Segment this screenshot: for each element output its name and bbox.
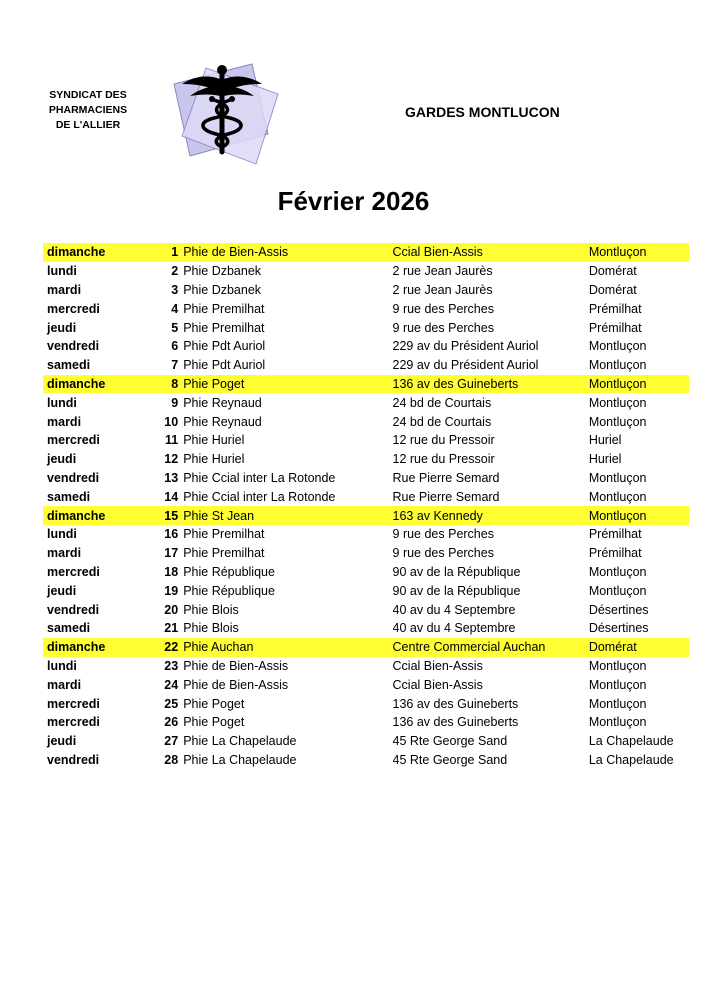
- city-cell: Montluçon: [588, 489, 647, 504]
- city-cell: Montluçon: [589, 375, 689, 394]
- schedule-body: [43, 243, 689, 769]
- day-cell: mardi: [47, 414, 82, 429]
- day-cell: vendredi: [47, 470, 100, 485]
- date-number-cell: 20: [164, 602, 179, 617]
- city-cell: Domérat: [588, 282, 637, 297]
- day-cell: lundi: [47, 395, 77, 410]
- address-cell: 136 av des Guineberts: [393, 375, 589, 394]
- table-row: [43, 356, 689, 375]
- day-cell: lundi: [47, 264, 77, 279]
- address-cell: 2 rue Jean Jaurès: [392, 282, 493, 297]
- table-row-sunday: [43, 506, 689, 525]
- table-row: [43, 299, 689, 318]
- address-cell: Rue Pierre Semard: [392, 470, 500, 485]
- city-cell: Montluçon: [588, 583, 647, 598]
- address-cell: 9 rue des Perches: [392, 527, 494, 542]
- day-cell: mercredi: [47, 715, 100, 730]
- address-cell: 136 av des Guineberts: [392, 715, 519, 730]
- table-row: [43, 412, 689, 431]
- city-cell: Désertines: [588, 621, 649, 636]
- day-cell: samedi: [47, 621, 91, 636]
- table-row-sunday: [43, 375, 689, 394]
- table-row: [43, 487, 689, 506]
- city-cell: Huriel: [588, 433, 622, 448]
- city-cell: Prémilhat: [588, 301, 642, 316]
- day-cell: mercredi: [47, 564, 100, 579]
- city-cell: Montluçon: [588, 339, 647, 354]
- pharmacy-name-cell: Phie Premilhat: [183, 527, 265, 542]
- address-cell: Rue Pierre Semard: [392, 489, 500, 504]
- pharmacy-name-cell: Phie Huriel: [183, 433, 245, 448]
- pharmacy-name-cell: Phie Premilhat: [183, 301, 265, 316]
- address-cell: 40 av du 4 Septembre: [392, 602, 516, 617]
- address-cell: 9 rue des Perches: [392, 301, 494, 316]
- date-number-cell: 23: [164, 658, 179, 673]
- address-cell: Ccial Bien-Assis: [392, 677, 483, 692]
- org-line-3: DE L'ALLIER: [55, 119, 121, 131]
- day-cell: mercredi: [47, 433, 100, 448]
- date-number-cell: 24: [164, 677, 179, 692]
- date-number-cell: 8: [145, 375, 183, 394]
- duty-schedule-table: [43, 243, 689, 769]
- city-cell: Domérat: [589, 638, 689, 657]
- day-cell: vendredi: [47, 339, 100, 354]
- pharmacy-name-cell: Phie Ccial inter La Rotonde: [183, 489, 336, 504]
- table-row: [43, 694, 689, 713]
- city-cell: Domérat: [588, 264, 637, 279]
- address-cell: 229 av du Président Auriol: [392, 358, 539, 373]
- city-cell: Montluçon: [588, 414, 647, 429]
- date-number-cell: 19: [164, 583, 179, 598]
- pharmacy-name-cell: Phie de Bien-Assis: [183, 243, 392, 262]
- pharmacy-name-cell: Phie Dzbanek: [183, 264, 262, 279]
- table-row: [43, 732, 689, 751]
- date-number-cell: 25: [164, 696, 179, 711]
- pharmacy-name-cell: Phie St Jean: [183, 506, 392, 525]
- table-row: [43, 262, 689, 281]
- address-cell: Centre Commercial Auchan: [393, 638, 589, 657]
- address-cell: 12 rue du Pressoir: [392, 433, 495, 448]
- pharmacy-name-cell: Phie Huriel: [183, 452, 245, 467]
- date-number-cell: 2: [171, 264, 179, 279]
- date-number-cell: 17: [164, 546, 179, 561]
- pharmacy-name-cell: Phie Blois: [183, 602, 239, 617]
- date-number-cell: 14: [164, 489, 179, 504]
- date-number-cell: 13: [164, 470, 179, 485]
- org-line-1: SYNDICAT DES: [49, 89, 127, 101]
- pharmacy-name-cell: Phie de Bien-Assis: [183, 677, 289, 692]
- address-cell: 9 rue des Perches: [392, 546, 494, 561]
- city-cell: Montluçon: [588, 715, 647, 730]
- city-cell: La Chapelaude: [588, 734, 674, 749]
- pharmacy-name-cell: Phie Poget: [183, 375, 392, 394]
- address-cell: Ccial Bien-Assis: [392, 658, 483, 673]
- table-row: [43, 337, 689, 356]
- address-cell: 24 bd de Courtais: [392, 395, 492, 410]
- city-cell: Montluçon: [588, 395, 647, 410]
- day-cell: vendredi: [47, 752, 100, 767]
- date-number-cell: 18: [164, 564, 179, 579]
- date-number-cell: 21: [164, 621, 179, 636]
- page-header-title: GARDES MONTLUCON: [405, 104, 560, 120]
- month-title: Février 2026: [277, 186, 430, 216]
- pharmacy-name-cell: Phie Premilhat: [183, 320, 265, 335]
- pharmacy-name-cell: Phie Poget: [183, 715, 245, 730]
- table-row: [43, 600, 689, 619]
- city-cell: Montluçon: [588, 470, 647, 485]
- pharmacy-name-cell: Phie Auchan: [183, 638, 392, 657]
- date-number-cell: 9: [171, 395, 179, 410]
- address-cell: 90 av de la République: [392, 583, 521, 598]
- date-number-cell: 3: [171, 282, 179, 297]
- pharmacy-name-cell: Phie Ccial inter La Rotonde: [183, 470, 336, 485]
- date-number-cell: 6: [171, 339, 179, 354]
- date-number-cell: 28: [164, 752, 179, 767]
- pharmacy-name-cell: Phie Blois: [183, 621, 239, 636]
- date-number-cell: 12: [164, 452, 179, 467]
- date-number-cell: 1: [145, 243, 183, 262]
- day-cell: mercredi: [47, 696, 100, 711]
- day-cell: jeudi: [47, 583, 77, 598]
- date-number-cell: 10: [164, 414, 179, 429]
- table-row: [43, 318, 689, 337]
- address-cell: 12 rue du Pressoir: [392, 452, 495, 467]
- pharmacy-name-cell: Phie Premilhat: [183, 546, 265, 561]
- day-cell: samedi: [47, 358, 91, 373]
- day-cell: lundi: [47, 658, 77, 673]
- city-cell: Montluçon: [588, 677, 647, 692]
- address-cell: 24 bd de Courtais: [392, 414, 492, 429]
- day-cell: lundi: [47, 527, 77, 542]
- city-cell: Prémilhat: [588, 546, 642, 561]
- city-cell: Montluçon: [588, 658, 647, 673]
- organization-name: [38, 88, 138, 133]
- date-number-cell: 11: [164, 433, 179, 448]
- pharmacy-name-cell: Phie Reynaud: [183, 414, 262, 429]
- city-cell: La Chapelaude: [588, 752, 674, 767]
- date-number-cell: 26: [164, 715, 179, 730]
- address-cell: 136 av des Guineberts: [392, 696, 519, 711]
- address-cell: 2 rue Jean Jaurès: [392, 264, 493, 279]
- city-cell: Montluçon: [589, 506, 689, 525]
- date-number-cell: 27: [164, 734, 179, 749]
- date-number-cell: 5: [171, 320, 179, 335]
- date-number-cell: 15: [145, 506, 183, 525]
- city-cell: Huriel: [588, 452, 622, 467]
- date-number-cell: 4: [171, 301, 179, 316]
- date-number-cell: 7: [171, 358, 179, 373]
- table-row: [43, 713, 689, 732]
- day-cell: mardi: [47, 546, 82, 561]
- table-row-sunday: [43, 638, 689, 657]
- city-cell: Montluçon: [588, 696, 647, 711]
- city-cell: Prémilhat: [588, 527, 642, 542]
- address-cell: 45 Rte George Sand: [392, 752, 508, 767]
- pharmacy-name-cell: Phie La Chapelaude: [183, 752, 297, 767]
- day-cell: dimanche: [43, 638, 145, 657]
- day-cell: vendredi: [47, 602, 100, 617]
- city-cell: Désertines: [588, 602, 649, 617]
- city-cell: Montluçon: [588, 358, 647, 373]
- table-row: [43, 657, 689, 676]
- table-row: [43, 469, 689, 488]
- day-cell: mardi: [47, 677, 82, 692]
- address-cell: 40 av du 4 Septembre: [392, 621, 516, 636]
- city-cell: Montluçon: [589, 243, 689, 262]
- city-cell: Montluçon: [588, 564, 647, 579]
- table-row: [43, 751, 689, 770]
- address-cell: Ccial Bien-Assis: [393, 243, 589, 262]
- address-cell: 9 rue des Perches: [392, 320, 494, 335]
- pharmacy-name-cell: Phie Pdt Auriol: [183, 339, 266, 354]
- address-cell: 45 Rte George Sand: [392, 734, 508, 749]
- pharmacy-name-cell: Phie Pdt Auriol: [183, 358, 266, 373]
- table-row: [43, 281, 689, 300]
- org-line-2: PHARMACIENS: [48, 104, 128, 116]
- city-cell: Prémilhat: [588, 320, 642, 335]
- day-cell: samedi: [47, 489, 91, 504]
- date-number-cell: 22: [145, 638, 183, 657]
- day-cell: dimanche: [43, 243, 145, 262]
- day-cell: jeudi: [47, 734, 77, 749]
- table-row: [43, 563, 689, 582]
- pharmacy-name-cell: Phie République: [183, 564, 275, 579]
- address-cell: 229 av du Président Auriol: [392, 339, 539, 354]
- date-number-cell: 16: [164, 527, 179, 542]
- table-row: [43, 544, 689, 563]
- pharmacy-name-cell: Phie Dzbanek: [183, 282, 262, 297]
- table-row: [43, 525, 689, 544]
- address-cell: 90 av de la République: [392, 564, 521, 579]
- table-row: [43, 581, 689, 600]
- day-cell: dimanche: [43, 506, 145, 525]
- table-row: [43, 431, 689, 450]
- table-row: [43, 450, 689, 469]
- day-cell: mardi: [47, 282, 82, 297]
- pharmacy-name-cell: Phie La Chapelaude: [183, 734, 297, 749]
- pharmacy-name-cell: Phie Reynaud: [183, 395, 262, 410]
- table-row: [43, 619, 689, 638]
- pharmacy-name-cell: Phie Poget: [183, 696, 245, 711]
- day-cell: jeudi: [47, 452, 77, 467]
- pharmacy-name-cell: Phie de Bien-Assis: [183, 658, 289, 673]
- pharmacy-name-cell: Phie République: [183, 583, 275, 598]
- address-cell: 163 av Kennedy: [393, 506, 589, 525]
- day-cell: mercredi: [47, 301, 100, 316]
- table-row: [43, 675, 689, 694]
- table-row: [43, 393, 689, 412]
- day-cell: dimanche: [43, 375, 145, 394]
- table-row-sunday: [43, 243, 689, 262]
- day-cell: jeudi: [47, 320, 77, 335]
- caduceus-icon: [160, 56, 284, 168]
